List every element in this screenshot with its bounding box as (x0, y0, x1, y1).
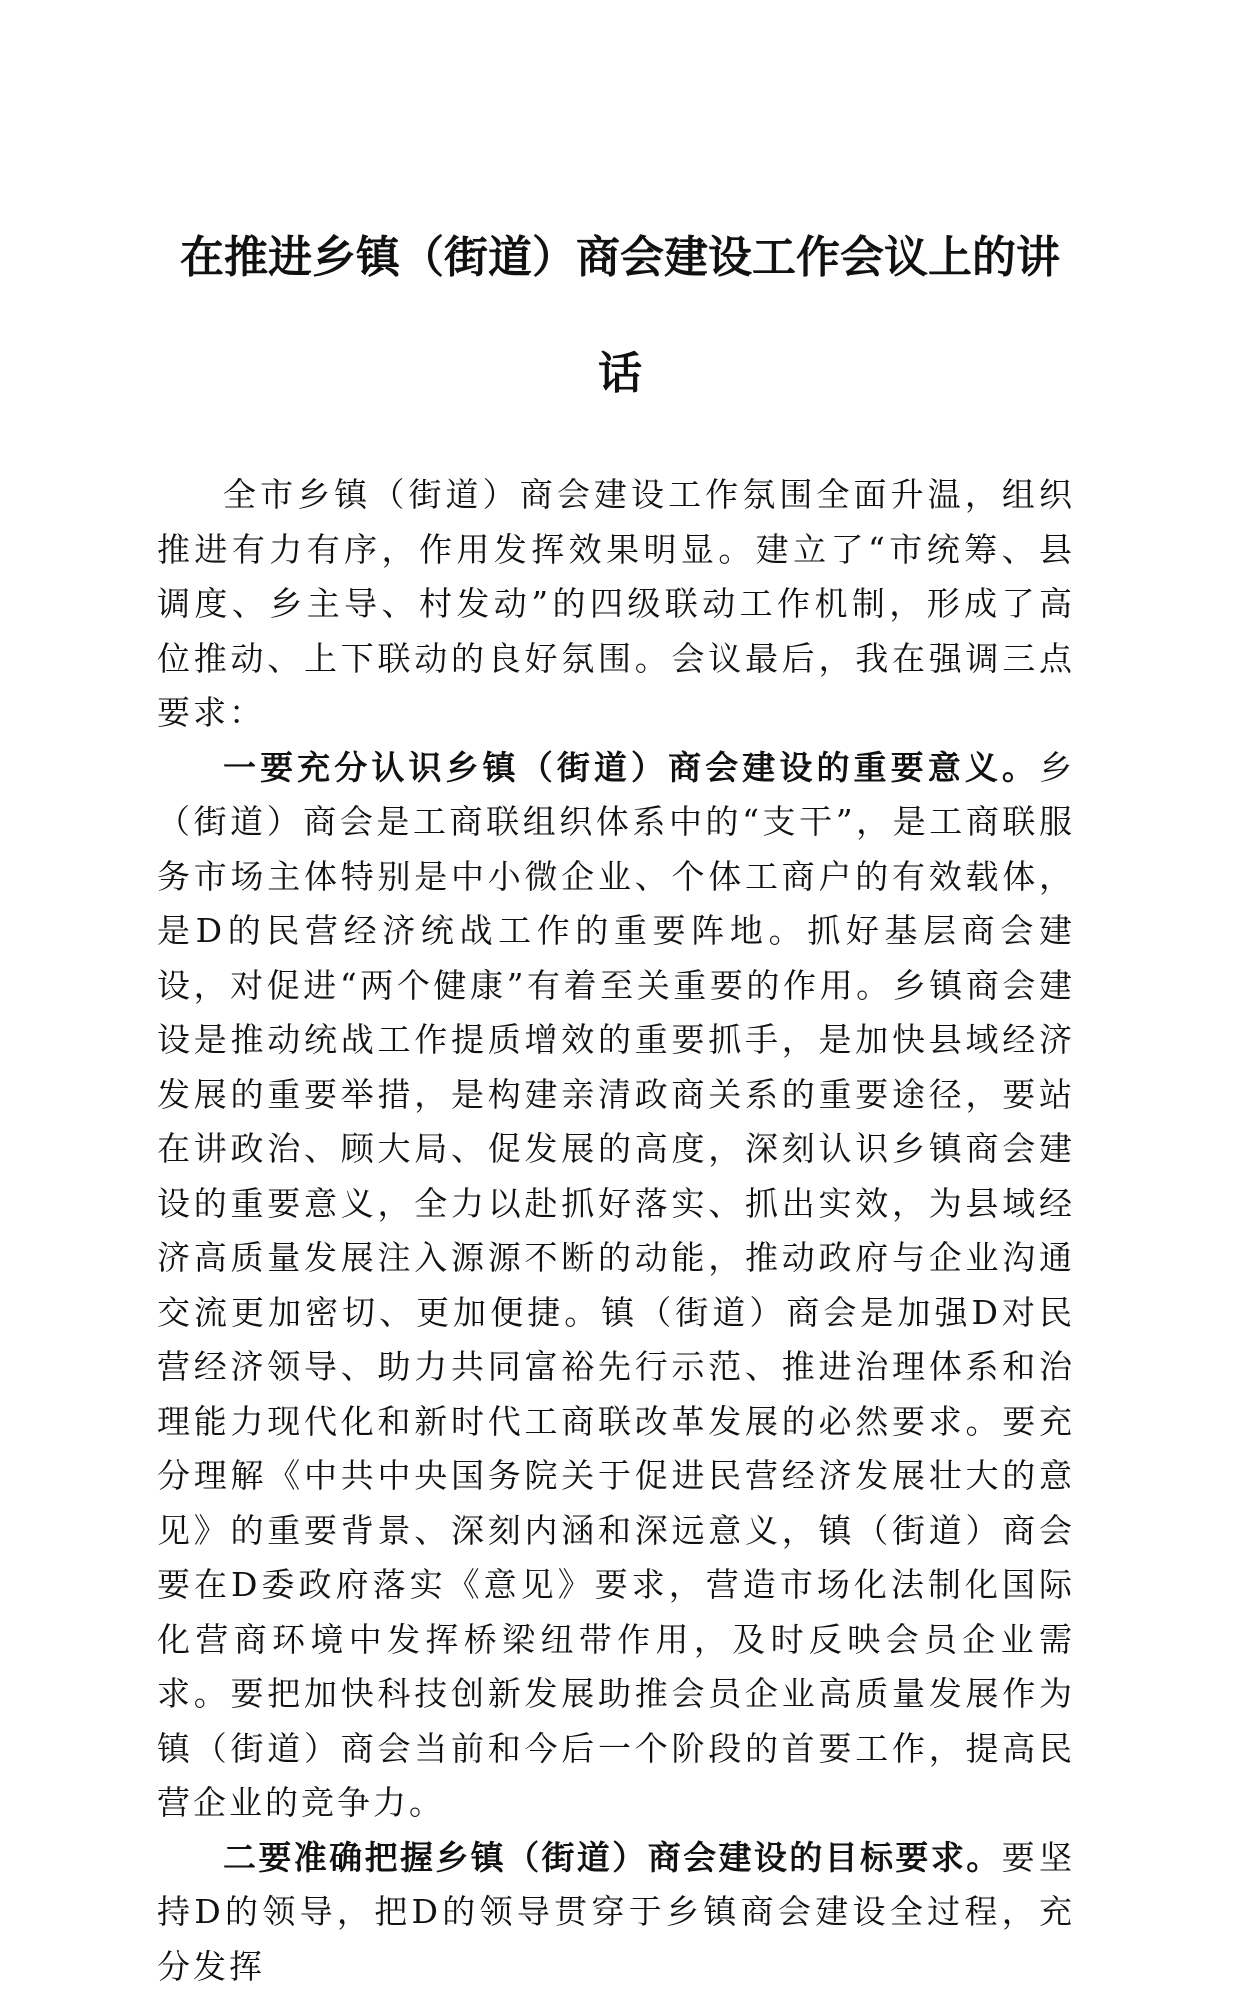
document-body (157, 468, 1075, 1994)
paragraph-text: 要坚持D的领导，把D的领导贯穿于乡镇商会建设全过程，充分发挥 (157, 1838, 1075, 1986)
paragraph-heading: 二要准确把握乡镇（街道）商会建设的目标要求。 (223, 1838, 1002, 1877)
paragraph-text: 乡（街道）商会是工商联组织体系中的“支干”，是工商联服务市场主体特别是中小微企业、个体工商户的有效载体，是D的民营经济统战工作的重要阵地。抓好基层商会建设，对促进“两个健康”有着至关重要的作用。乡镇商会建设是推动统战工作提质增效的重要抓手，是加快县域经济发展的重要举措，是构建亲清政商关系的重要途径，要站在讲政治、顾大局、促发展的高度，深刻认识乡镇商会建设的重要意义，全力以赴抓好落实、抓出实效，为县域经济高质量发展注入源源不断的动能，推动政府与企业沟通交流更加密切、更加便捷。镇（街道）商会是加强D对民营经济领导、助力共同富裕先行示范、推进治理体系和治理能力现代化和新时代工商联改革发展的必然要求。要充分理解《中共中央国务院关于促进民营经济发展壮大的意见》的重要背景、深刻内涵和深远意义，镇（街道）商会要在D委政府落实《意见》要求，营造市场化法制化国际化营商环境中发挥桥梁纽带作用，及时反映会员企业需求。要把加快科技创新发展助推会员企业高质量发展作为镇（街道）商会当前和今后一个阶段的首要工作，提高民营企业的竞争力。 (157, 748, 1075, 1823)
paragraph-heading: 一要充分认识乡镇（街道）商会建设的重要意义。 (223, 748, 1039, 787)
document-title-line-1: 在推进乡镇（街道）商会建设工作会议上的讲 (150, 236, 1090, 280)
paragraph-point-2 (157, 1831, 1075, 1994)
paragraph-point-1 (157, 741, 1075, 1831)
document-title-line-2: 话 (150, 352, 1090, 396)
paragraph-text: 全市乡镇（街道）商会建设工作氛围全面升温，组织推进有力有序，作用发挥效果明显。建立了“市统筹、县调度、乡主导、村发动”的四级联动工作机制，形成了高位推动、上下联动的良好氛围。会议最后，我在强调三点要求： (157, 475, 1075, 732)
paragraph-intro (157, 468, 1075, 741)
